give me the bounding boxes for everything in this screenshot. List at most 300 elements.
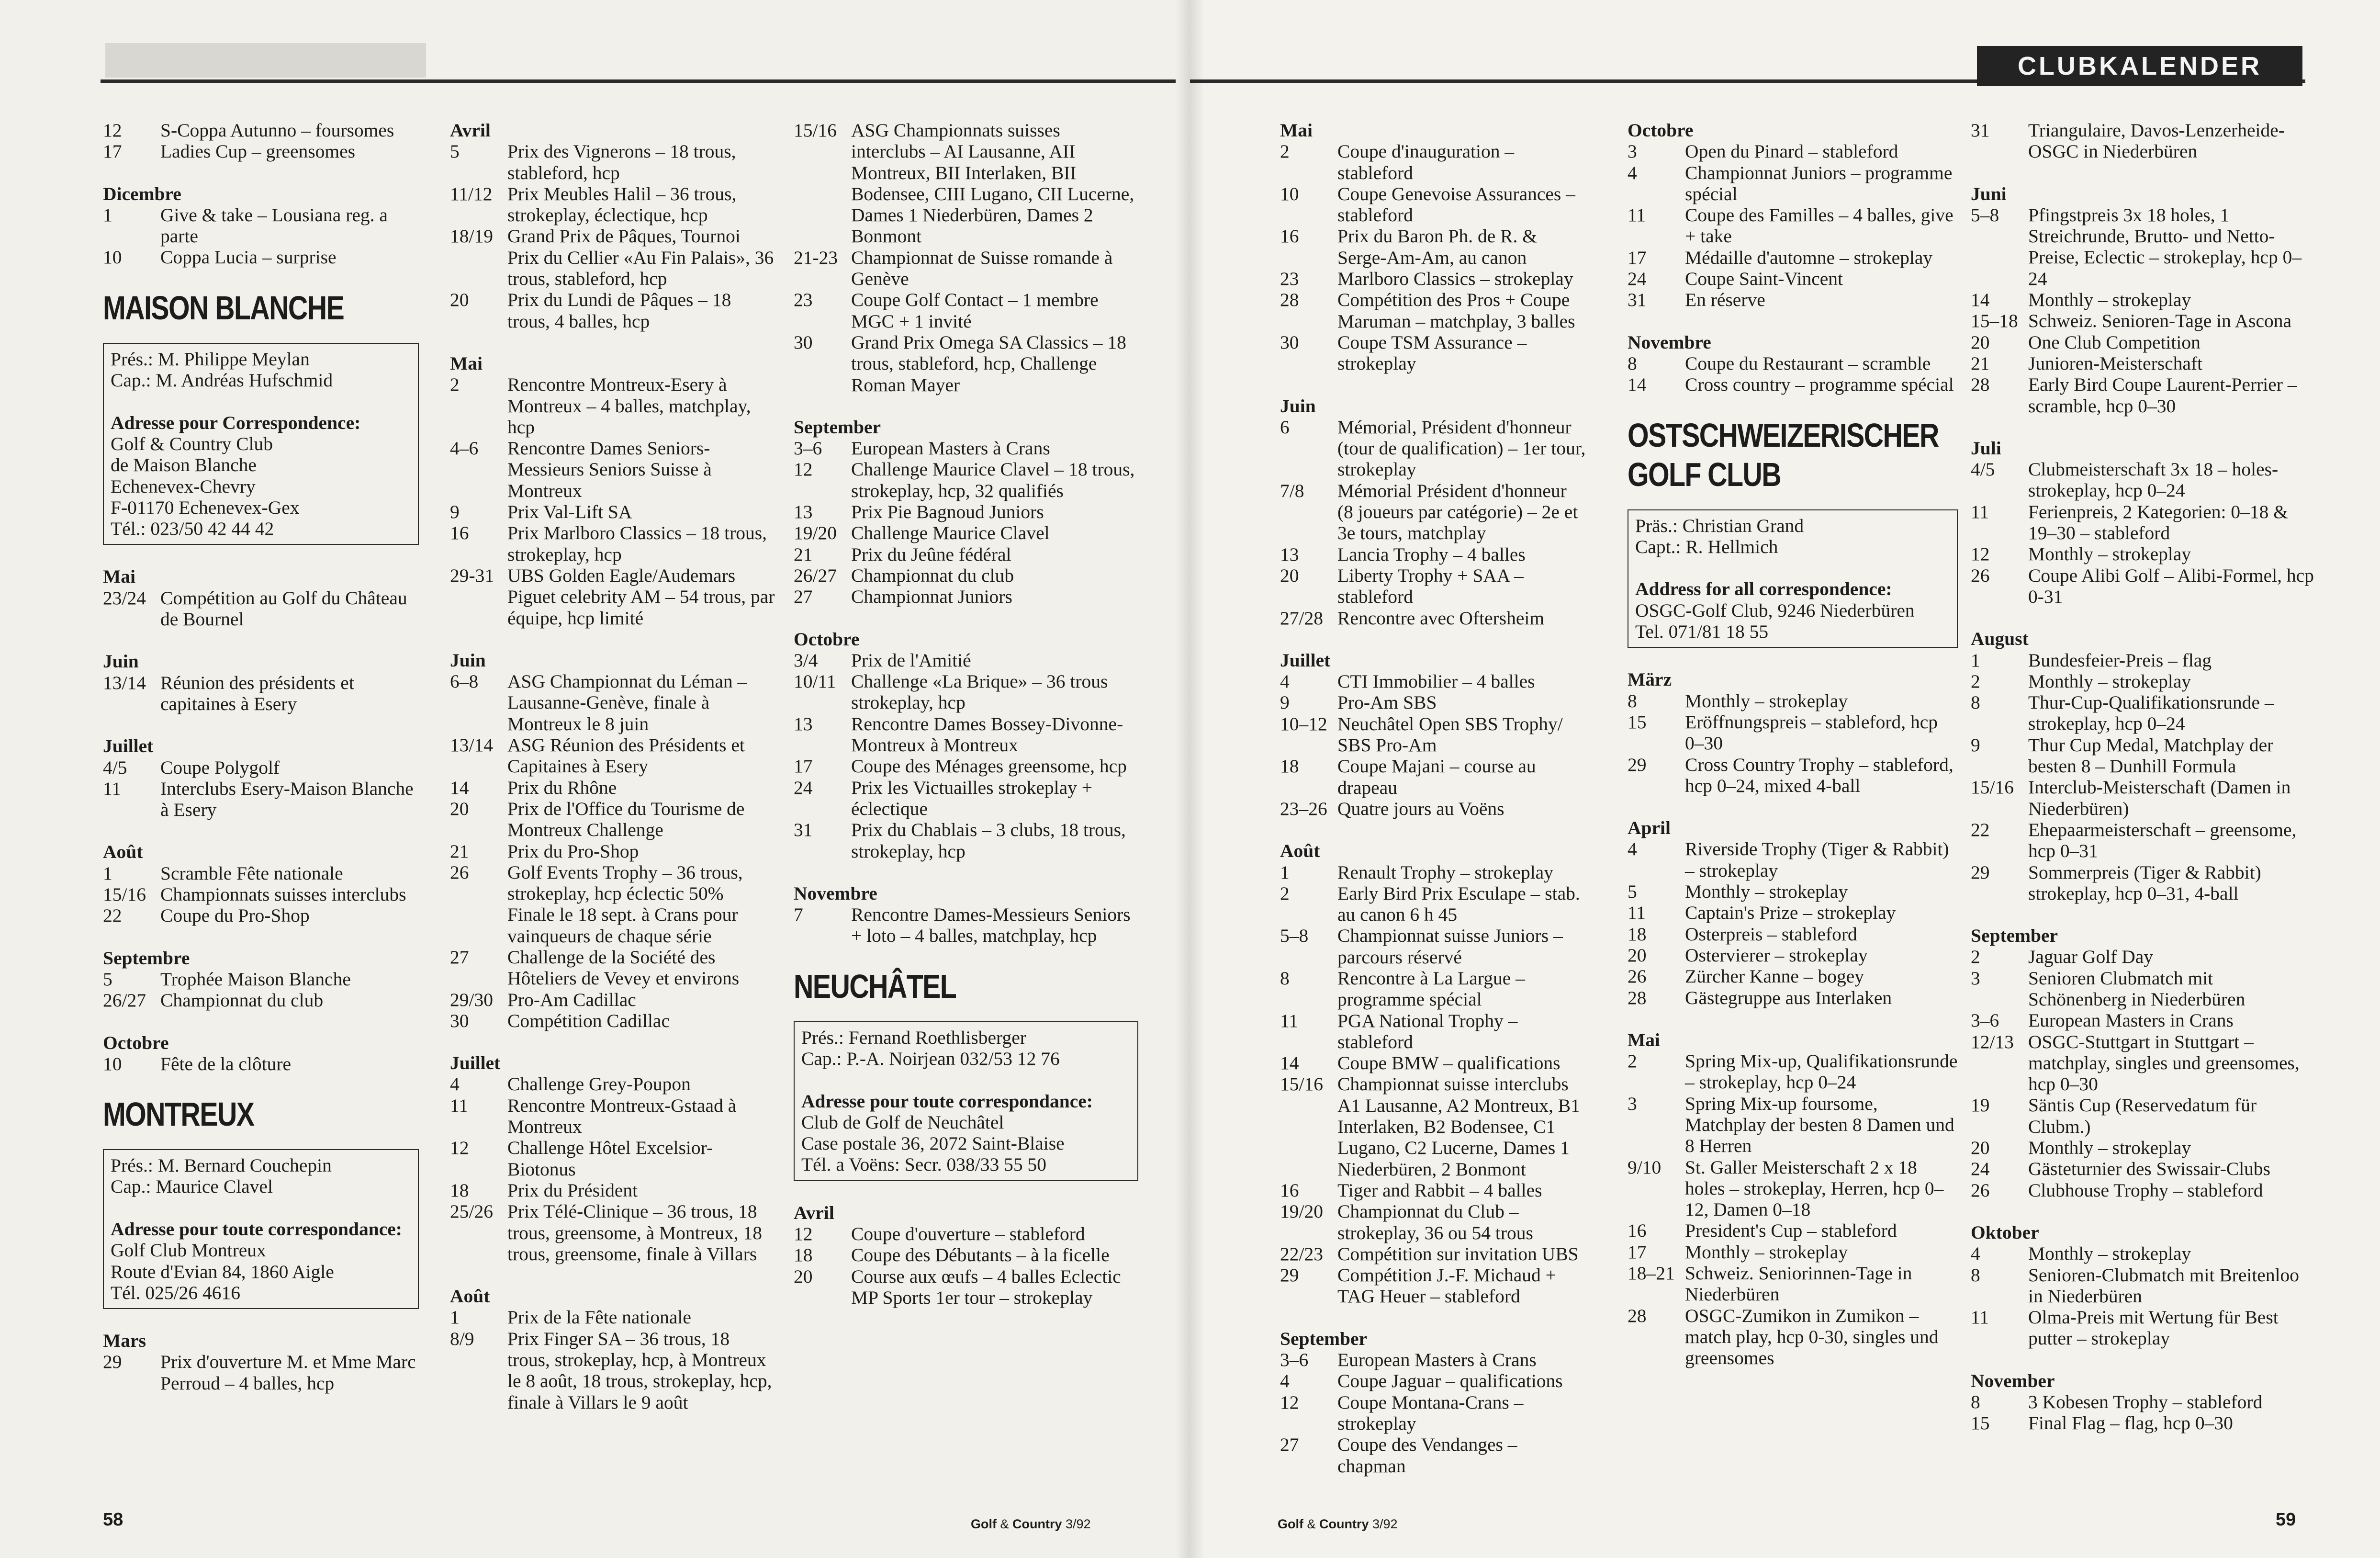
entry-event: Pfingstpreis 3x 18 holes, 1 Streichrunde, Brutto- und Netto-Preise, Eclectic – strokeplay, hcp 0–24: [2028, 204, 2302, 289]
club-heading: OSTSCHWEIZERISCHER: [1628, 416, 1939, 454]
entry-event: Rencontre à La Largue – programme spécial: [1337, 967, 1525, 1010]
entry-event: Early Bird Coupe Laurent-Perrier – scramble, hcp 0–30: [2028, 374, 2297, 417]
info-line: [111, 391, 411, 412]
address-heading: Adresse pour toute correspondance:: [801, 1090, 1093, 1112]
entry-event: Coupe des Débutants – à la ficelle: [851, 1244, 1110, 1266]
calendar-entry: [1971, 501, 2315, 544]
info-line: Tél. 025/26 4616: [111, 1282, 240, 1303]
entry-date: 21: [450, 840, 469, 862]
entry-date: 23/24: [103, 587, 146, 609]
entry-event: PGA National Trophy – stableford: [1337, 1010, 1518, 1052]
entry-event: Schweiz. Seniorinnen-Tage in Niederbüren: [1685, 1263, 1912, 1305]
calendar-entry: [1280, 1180, 1586, 1201]
calendar-entry: [1971, 459, 2315, 501]
entry-date: 3/4: [794, 649, 818, 671]
entry-event: Prix du Lundi de Pâques – 18 trous, 4 balles, hcp: [507, 289, 731, 332]
entry-date: 23–26: [1280, 798, 1327, 819]
entry-event: Jaguar Golf Day: [2028, 946, 2154, 968]
footer-right: [1278, 1517, 1398, 1532]
entry-date: 4: [1971, 1243, 1980, 1264]
calendar-entry: [103, 1053, 419, 1074]
entry-event: Zürcher Kanne – bogey: [1685, 966, 1864, 987]
month-heading: September: [1971, 925, 2058, 947]
entry-date: 4: [450, 1073, 460, 1095]
entry-event: Course aux œufs – 4 balles Eclectic MP Sports 1er tour – strokeplay: [851, 1265, 1121, 1308]
entry-event: Final Flag – flag, hcp 0–30: [2028, 1412, 2233, 1434]
month-heading: Mai: [1280, 120, 1313, 141]
info-line: Prés.: Fernand Roethlisberger: [801, 1027, 1026, 1048]
right-column-3: [1971, 120, 2315, 1434]
entry-date: 15: [1971, 1412, 1990, 1434]
entry-date: 26: [1628, 966, 1647, 987]
calendar-entry: [1628, 1157, 1958, 1220]
entry-date: 11: [1971, 501, 1989, 522]
entry-date: 31: [1971, 120, 1990, 141]
left-column-3: [794, 120, 1138, 1308]
info-line: Tel. 071/81 18 55: [1635, 621, 1769, 643]
entry-event: Liberty Trophy + SAA – stableford: [1337, 564, 1524, 608]
entry-date: 29: [1280, 1264, 1299, 1286]
left-header-rule: [101, 79, 1176, 83]
entry-date: 13/14: [450, 734, 493, 756]
entry-event: Coupe d'inauguration – stableford: [1337, 141, 1515, 183]
calendar-entry: [794, 247, 1138, 290]
entry-date: 2: [1628, 1050, 1637, 1072]
entry-date: 12: [794, 1223, 813, 1245]
entry-event: Challenge Maurice Clavel: [851, 522, 1050, 544]
calendar-entry: [1280, 1370, 1586, 1391]
entry-date: 11: [1971, 1307, 1989, 1328]
entry-event: Coupe BMW – qualifications: [1337, 1052, 1560, 1074]
clubkalender-banner: CLUBKALENDER: [1977, 46, 2302, 86]
entry-event: Scramble Fête nationale: [160, 862, 343, 884]
calendar-entry: [1628, 289, 1958, 310]
entry-event: Fête de la clôture: [160, 1053, 292, 1074]
entry-date: 14: [450, 777, 469, 798]
calendar-entry: [1280, 268, 1586, 289]
entry-event: Schweiz. Senioren-Tage in Ascona: [2028, 310, 2292, 332]
entry-event: Prix d'ouverture M. et Mme Marc Perroud – 4 balles, hcp: [160, 1351, 416, 1394]
entry-date: 2: [1971, 670, 1980, 692]
entry-date: 9: [1280, 692, 1290, 713]
calendar-entry: [1971, 671, 2315, 692]
entry-date: 26: [1971, 564, 1990, 586]
entry-date: 29/30: [450, 989, 493, 1010]
entry-date: 4/5: [1971, 459, 1995, 480]
month-heading: Mai: [450, 352, 483, 374]
entry-date: 3: [1628, 1093, 1637, 1114]
calendar-entry: [103, 969, 419, 990]
month-heading: Juillet: [450, 1052, 501, 1074]
info-line: OSGC-Golf Club, 9246 Niederbüren: [1635, 599, 1915, 621]
entry-event: Säntis Cup (Reservedatum für Clubm.): [2028, 1095, 2257, 1137]
entry-event: Coupe du Restaurant – scramble: [1685, 352, 1931, 374]
page-number-right: 59: [2276, 1510, 2296, 1530]
entry-date: 16: [1628, 1220, 1647, 1242]
entry-date: 24: [1971, 1158, 1990, 1180]
entry-event: Rencontre Montreux-Gstaad à Montreux: [507, 1095, 737, 1138]
calendar-entry: [1280, 141, 1586, 183]
entry-event: Ehepaarmeisterschaft – greensome, hcp 0–31: [2028, 819, 2297, 862]
month-heading: Mars: [103, 1330, 146, 1352]
calendar-entry: [450, 438, 775, 501]
entry-event: Prix Meubles Halil – 36 trous, strokeplay, éclectique, hcp: [507, 183, 737, 226]
entry-event: Réunion des présidents et capitaines à Esery: [160, 672, 354, 714]
entry-event: Senioren-Clubmatch mit Breitenloo in Niederbüren: [2028, 1264, 2300, 1307]
calendar-entry: [1971, 1243, 2315, 1264]
calendar-entry: [103, 587, 419, 630]
month-heading: April: [1628, 817, 1671, 839]
entry-date: 20: [1971, 331, 1990, 353]
info-line: Cap.: Maurice Clavel: [111, 1176, 273, 1197]
entry-date: 1: [450, 1307, 460, 1328]
entry-event: Prix du Président: [507, 1179, 638, 1201]
entry-event: Monthly – strokeplay: [2028, 670, 2191, 692]
entry-event: S-Coppa Autunno – foursomes: [160, 120, 394, 141]
calendar-entry: [1280, 798, 1586, 819]
club-info-box: [103, 1149, 419, 1309]
entry-event: Prix du Rhône: [507, 777, 617, 798]
calendar-entry: [1628, 966, 1958, 987]
footer-prefix: Golf: [971, 1517, 997, 1531]
left-column-2: [450, 120, 775, 1413]
entry-event: Early Bird Prix Esculape – stab. au canon 6 h 45: [1337, 882, 1580, 926]
entry-date: 8: [1280, 967, 1290, 989]
entry-event: Championnat suisse Juniors – parcours réservé: [1337, 925, 1563, 968]
entry-event: Riverside Trophy (Tiger & Rabbit) – strokeplay: [1685, 838, 1949, 881]
entry-date: 18: [450, 1179, 469, 1201]
entry-event: Prix de l'Office du Tourisme de Montreux Challenge: [507, 798, 745, 841]
entry-event: Challenge Hôtel Excelsior-Biotonus: [507, 1137, 713, 1180]
entry-event: Osterpreis – stableford: [1685, 923, 1857, 945]
info-line: Tél.: 023/50 42 44 42: [111, 518, 274, 540]
month-heading: Août: [1280, 840, 1320, 862]
info-line: Prés.: M. Philippe Meylan: [111, 348, 310, 370]
entry-event: European Masters à Crans: [851, 438, 1050, 459]
entry-event: Prix Télé-Clinique – 36 trous, 18 trous, greensome, à Montreux, 18 trous, greensome, finale à Villars: [507, 1201, 763, 1264]
calendar-entry: [1280, 692, 1586, 713]
entry-event: Mémorial Président d'honneur (8 joueurs par catégorie) – 2e et 3e tours, matchplay: [1337, 480, 1578, 544]
calendar-entry: [450, 1010, 775, 1031]
entry-event: Captain's Prize – strokeplay: [1685, 902, 1896, 924]
month-heading: Juin: [103, 651, 139, 672]
calendar-entry: [794, 819, 1138, 862]
entry-event: Coupe Polygolf: [160, 756, 280, 778]
entry-event: Give & take – Lousiana reg. a parte: [160, 204, 388, 247]
entry-date: 10–12: [1280, 713, 1327, 734]
calendar-entry: [1628, 268, 1958, 289]
entry-date: 19/20: [1280, 1201, 1323, 1222]
entry-date: 26/27: [794, 564, 837, 586]
entry-date: 15: [1628, 711, 1647, 733]
calendar-entry: [1280, 608, 1586, 629]
right-column-1: [1280, 120, 1586, 1477]
entry-date: 17: [103, 141, 122, 162]
calendar-entry: [450, 565, 775, 629]
calendar-entry: [103, 757, 419, 778]
entry-event: Prix de la Fête nationale: [507, 1307, 691, 1328]
entry-event: Quatre jours au Voëns: [1337, 798, 1504, 819]
calendar-entry: [1628, 162, 1958, 205]
entry-date: 1: [1971, 649, 1980, 671]
entry-event: Médaille d'automne – strokeplay: [1685, 247, 1933, 268]
entry-event: Pro-Am Cadillac: [507, 989, 636, 1010]
calendar-entry: [1280, 1434, 1586, 1477]
entry-event: UBS Golden Eagle/Audemars Piguet celebrity AM – 54 trous, par équipe, hcp limité: [507, 564, 775, 629]
month-heading: Octobre: [103, 1032, 169, 1053]
entry-date: 18: [794, 1244, 813, 1266]
entry-date: 4: [1628, 162, 1637, 183]
entry-event: Clubmeisterschaft 3x 18 – holes-strokeplay, hcp 0–24: [2028, 459, 2279, 501]
entry-event: President's Cup – stableford: [1685, 1220, 1897, 1242]
address-heading: Address for all correspondence:: [1635, 578, 1892, 600]
entry-event: Prix des Vignerons – 18 trous, stableford, hcp: [507, 141, 736, 183]
calendar-entry: [794, 459, 1138, 501]
entry-event: Rencontre Dames-Messieurs Seniors + loto – 4 balles, matchplay, hcp: [851, 904, 1131, 947]
entry-event: Gästegruppe aus Interlaken: [1685, 987, 1892, 1008]
entry-date: 18/19: [450, 226, 493, 247]
entry-date: 6–8: [450, 671, 479, 692]
entry-date: 13: [1280, 543, 1299, 565]
entry-date: 17: [794, 756, 813, 777]
entry-event: Monthly – strokeplay: [2028, 289, 2191, 311]
entry-date: 23: [794, 289, 813, 311]
entry-date: 17: [1628, 247, 1647, 268]
entry-event: Coupe TSM Assurance – strokeplay: [1337, 331, 1527, 374]
entry-date: 19/20: [794, 522, 837, 544]
month-heading: Novembre: [1628, 331, 1711, 353]
calendar-entry: [450, 1137, 775, 1180]
entry-event: Monthly – strokeplay: [1685, 690, 1848, 711]
info-line: [801, 1069, 1131, 1090]
calendar-entry: [1280, 671, 1586, 692]
calendar-entry: [103, 905, 419, 926]
entry-event: Spring Mix-up, Qualifikationsrunde – strokeplay, hcp 0–24: [1685, 1050, 1958, 1093]
calendar-entry: [1628, 1093, 1958, 1157]
calendar-entry: [1971, 543, 2315, 564]
right-column-2: [1628, 120, 1958, 1369]
entry-event: Coupe des Ménages greensome, hcp: [851, 756, 1127, 777]
entry-date: 11: [1280, 1010, 1299, 1031]
entry-date: 1: [103, 204, 112, 226]
entry-date: 23: [1280, 268, 1299, 290]
calendar-entry: [1280, 756, 1586, 798]
calendar-entry: [1628, 353, 1958, 374]
calendar-entry: [1971, 819, 2315, 862]
calendar-entry: [450, 1095, 775, 1138]
entry-event: Grand Prix Omega SA Classics – 18 trous, stableford, hcp, Challenge Roman Mayer: [851, 331, 1126, 395]
entry-event: Coupe Jaguar – qualifications: [1337, 1370, 1563, 1392]
calendar-entry: [450, 798, 775, 841]
entry-event: CTI Immobilier – 4 balles: [1337, 671, 1535, 692]
calendar-entry: [450, 1180, 775, 1201]
entry-date: 4–6: [450, 438, 479, 459]
entry-date: 4: [1280, 671, 1290, 692]
month-heading: Avril: [450, 120, 491, 141]
entry-date: 13/14: [103, 672, 146, 693]
entry-event: Spring Mix-up foursome, Matchplay der besten 8 Damen und 8 Herren: [1685, 1093, 1954, 1157]
entry-event: Bundesfeier-Preis – flag: [2028, 649, 2212, 671]
calendar-entry: [450, 141, 775, 183]
calendar-entry: [450, 522, 775, 565]
info-line: Case postale 36, 2072 Saint-Blaise: [801, 1133, 1065, 1154]
entry-event: Ladies Cup – greensomes: [160, 141, 355, 162]
entry-event: Coupe des Familles – 4 balles, give + take: [1685, 204, 1953, 247]
entry-event: Monthly – strokeplay: [2028, 543, 2191, 565]
entry-date: 8: [1628, 690, 1637, 711]
entry-event: Rencontre Montreux-Esery à Montreux – 4 balles, matchplay, hcp: [507, 374, 751, 438]
entry-date: 15/16: [103, 884, 146, 905]
calendar-entry: [1280, 480, 1586, 544]
entry-date: 1: [103, 862, 112, 884]
entry-date: 11: [1628, 204, 1646, 226]
entry-event: Coupe du Pro-Shop: [160, 905, 310, 926]
entry-event: Prix du Jeûne fédéral: [851, 543, 1011, 565]
info-line: Route d'Evian 84, 1860 Aigle: [111, 1261, 334, 1282]
entry-date: 6: [1280, 416, 1290, 438]
calendar-entry: [794, 522, 1138, 543]
calendar-entry: [794, 1244, 1138, 1265]
entry-date: 28: [1971, 374, 1990, 395]
entry-date: 3–6: [1971, 1010, 1999, 1031]
entry-date: 8: [1971, 692, 1980, 713]
calendar-entry: [794, 1223, 1138, 1244]
calendar-entry: [450, 947, 775, 989]
calendar-entry: [1628, 711, 1958, 754]
footer-ampersand: &: [997, 1517, 1013, 1531]
calendar-entry: [450, 1307, 775, 1328]
entry-date: 20: [1971, 1137, 1990, 1159]
calendar-entry: [450, 1328, 775, 1413]
entry-event: Championnat de Suisse romande à Genève: [851, 247, 1113, 290]
entry-event: Prix de l'Amitié: [851, 649, 971, 671]
month-heading: Juillet: [103, 735, 154, 757]
entry-date: 10: [1280, 183, 1299, 204]
entry-date: 9: [1971, 734, 1980, 756]
entry-event: Prix les Victuailles strokeplay + éclectique: [851, 777, 1093, 819]
entry-date: 21: [794, 543, 813, 565]
entry-event: Compétition J.-F. Michaud + TAG Heuer – stableford: [1337, 1264, 1556, 1307]
calendar-entry: [1280, 713, 1586, 756]
entry-date: 28: [1628, 1305, 1647, 1326]
calendar-entry: [1971, 310, 2315, 331]
entry-date: 2: [1280, 141, 1290, 162]
calendar-entry: [1628, 1242, 1958, 1263]
info-line: Golf & Country Club: [111, 433, 273, 454]
month-heading: September: [794, 416, 881, 438]
footer-brand: Country: [1319, 1517, 1369, 1531]
entry-event: Challenge de la Société des Hôteliers de Vevey et environs: [507, 946, 740, 989]
calendar-entry: [794, 904, 1138, 947]
entry-event: Compétition sur invitation UBS: [1337, 1243, 1579, 1264]
calendar-entry: [1628, 924, 1958, 945]
entry-date: 20: [450, 798, 469, 819]
entry-date: 12: [794, 459, 813, 480]
entry-event: Championnats suisses interclubs: [160, 884, 406, 905]
entry-event: Monthly – strokeplay: [1685, 881, 1848, 903]
entry-date: 29: [1628, 754, 1647, 775]
club-info-box: [1628, 509, 1958, 648]
info-line: F-01170 Echenevex-Gex: [111, 497, 300, 518]
entry-date: 30: [450, 1010, 469, 1031]
entry-event: Coupe d'ouverture – stableford: [851, 1223, 1085, 1245]
calendar-entry: [450, 841, 775, 862]
calendar-entry: [1971, 1412, 2315, 1434]
calendar-entry: [1971, 289, 2315, 310]
calendar-entry: [1628, 838, 1958, 881]
entry-event: Championnat suisse interclubs A1 Lausanne, A2 Montreux, B1 Interlaken, B2 Bodensee, C1 Lugano, C2 Lucerne, Dames 1 Niederbüren, 2 Bonmont: [1337, 1073, 1580, 1180]
info-line: Cap.: M. Andréas Hufschmid: [111, 370, 333, 391]
entry-event: Gästeturnier des Swissair-Clubs: [2028, 1158, 2271, 1180]
address-heading: Adresse pour Correspondence:: [111, 412, 361, 433]
entry-event: Coupe Genevoise Assurances – stableford: [1337, 183, 1575, 226]
entry-date: 15/16: [794, 120, 837, 141]
month-heading: Septembre: [103, 947, 190, 969]
entry-event: Clubhouse Trophy – stableford: [2028, 1179, 2263, 1201]
entry-date: 17: [1628, 1241, 1647, 1263]
entry-event: Compétition au Golf du Château de Bournel: [160, 587, 407, 630]
left-column-1: [103, 120, 419, 1394]
calendar-entry: [794, 438, 1138, 459]
entry-event: Rencontre Dames Seniors-Messieurs Seniors Suisse à Montreux: [507, 438, 712, 501]
calendar-entry: [794, 777, 1138, 820]
entry-event: Mémorial, Président d'honneur (tour de qualification) – 1er tour, strokeplay: [1337, 416, 1586, 480]
club-info-box: [103, 343, 419, 545]
entry-event: Eröffnungspreis – stableford, hcp 0–30: [1685, 711, 1938, 754]
entry-date: 10/11: [794, 671, 836, 692]
calendar-entry: [1971, 1307, 2315, 1349]
entry-date: 30: [794, 331, 813, 353]
club-info-box: [794, 1021, 1138, 1181]
calendar-entry: [794, 544, 1138, 565]
entry-date: 1: [1280, 861, 1290, 883]
calendar-entry: [1971, 353, 2315, 374]
month-heading: Novembre: [794, 882, 877, 904]
entry-date: 27: [794, 586, 813, 608]
entry-date: 29: [103, 1351, 122, 1373]
footer-issue: 3/92: [1369, 1517, 1398, 1531]
entry-date: 15–18: [1971, 310, 2018, 332]
entry-event: Coupe Golf Contact – 1 membre MGC + 1 invité: [851, 289, 1099, 332]
entry-date: 3: [1628, 141, 1637, 162]
entry-event: Compétition Cadillac: [507, 1010, 670, 1031]
calendar-entry: [1971, 565, 2315, 608]
month-heading: Juli: [1971, 437, 2001, 459]
calendar-entry: [1971, 777, 2315, 819]
entry-date: 14: [1280, 1052, 1299, 1074]
entry-event: Senioren Clubmatch mit Schönenberg in Niederbüren: [2028, 967, 2245, 1010]
entry-event: Challenge «La Brique» – 36 trous strokeplay, hcp: [851, 671, 1108, 713]
entry-date: 12: [1971, 543, 1990, 565]
calendar-entry: [1628, 902, 1958, 923]
entry-event: Lancia Trophy – 4 balles: [1337, 543, 1526, 565]
entry-event: Championnat Juniors – programme spécial: [1685, 162, 1953, 204]
entry-date: 11: [450, 1095, 469, 1116]
entry-date: 22: [103, 905, 122, 926]
entry-date: 8: [1971, 1264, 1980, 1286]
entry-date: 25/26: [450, 1201, 493, 1222]
entry-date: 30: [1280, 331, 1299, 353]
entry-date: 28: [1628, 987, 1647, 1008]
entry-event: Prix du Chablais – 3 clubs, 18 trous, strokeplay, hcp: [851, 819, 1126, 862]
address-heading: Adresse pour toute correspondance:: [111, 1218, 402, 1240]
calendar-entry: [1280, 1010, 1586, 1053]
calendar-entry: [450, 1201, 775, 1264]
entry-date: 16: [450, 522, 469, 544]
info-line: Golf Club Montreux: [111, 1240, 266, 1261]
entry-event: European Masters à Crans: [1337, 1349, 1537, 1371]
entry-event: Prix Val-Lift SA: [507, 501, 632, 523]
